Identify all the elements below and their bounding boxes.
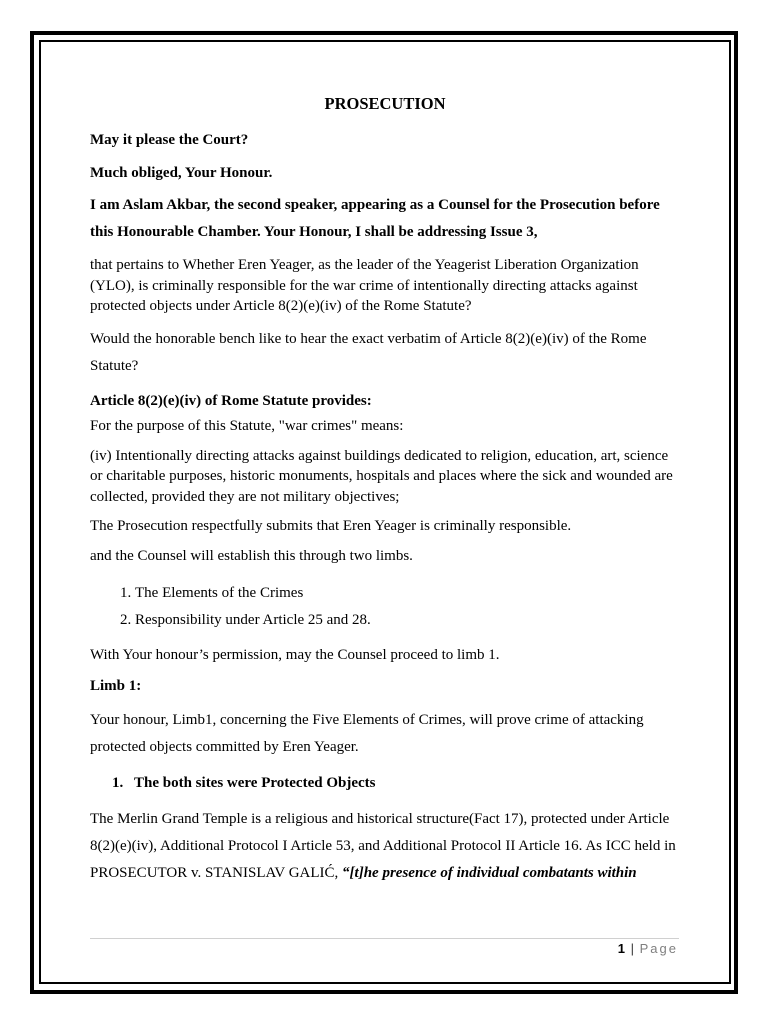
page-footer [618,940,678,958]
limbs-intro: and the Counsel will establish this through two limbs. [90,548,413,564]
limbs-list [90,580,680,634]
last-paragraph-text: The Merlin Grand Temple is a religious and historical structure(Fact 17), protected under Article 8(2)(e)(iv), Additional Protocol I Article 53, and Additional Protocol II Article 16. As ICC held in PROSECUTOR v. STANISLAV GALIĆ, [90,811,676,881]
page-number: 1 [617,941,625,956]
last-paragraph-quote: “[t]he presence of individual combatants within [342,865,637,881]
question-paragraph: Would the honorable bench like to hear the exact verbatim of Article 8(2)(e)(iv) of the Rome Statute? [90,330,647,374]
footer-divider [90,938,679,939]
document-body [90,90,680,887]
list-item: 1. The Elements of the Crimes [135,580,680,607]
limb1-paragraph: Your honour, Limb1, concerning the Five Elements of Crimes, will prove crime of attacking protected objects committed by Eren Yeager. [90,712,644,755]
proceed-paragraph: With Your honour’s permission, may the Counsel proceed to limb 1. [90,647,500,663]
sub-item-protected-objects [90,770,680,797]
article-heading: Article 8(2)(e)(iv) of Rome Statute provides: [90,392,372,409]
list-item: 2. Responsibility under Article 25 and 28. [135,607,680,634]
page-separator: | [630,941,634,956]
document-title: PROSECUTION [324,94,446,113]
thanks-paragraph: Much obliged, Your Honour. [90,165,273,181]
article-purpose: For the purpose of this Statute, "war crimes" means: [90,417,404,434]
page-label: Page [639,941,678,956]
intro-paragraph: I am Aslam Akbar, the second speaker, appearing as a Counsel for the Prosecution before this Honourable Chamber. Your Honour, I shall be addressing Issue 3, [90,197,660,240]
greeting-paragraph: May it please the Court? [90,132,249,148]
sub-item-text: The both sites were Protected Objects [134,775,376,791]
last-paragraph [90,806,680,887]
issue-paragraph: that pertains to Whether Eren Yeager, as the leader of the Yeagerist Liberation Organization (YLO), is criminally responsible for the war crime of intentionally directing attacks against protected objects under Article 8(2)(e)(iv) of the Rome Statute? [90,257,639,314]
limb1-heading: Limb 1: [90,678,142,694]
article-text: (iv) Intentionally directing attacks against buildings dedicated to religion, education, art, science or charitable purposes, historic monuments, hospitals and places where the sick and wounded are collected, provided they are not military objectives; [90,447,673,505]
sub-item-number: 1. [112,775,124,791]
submission-paragraph: The Prosecution respectfully submits that Eren Yeager is criminally responsible. [90,518,572,534]
